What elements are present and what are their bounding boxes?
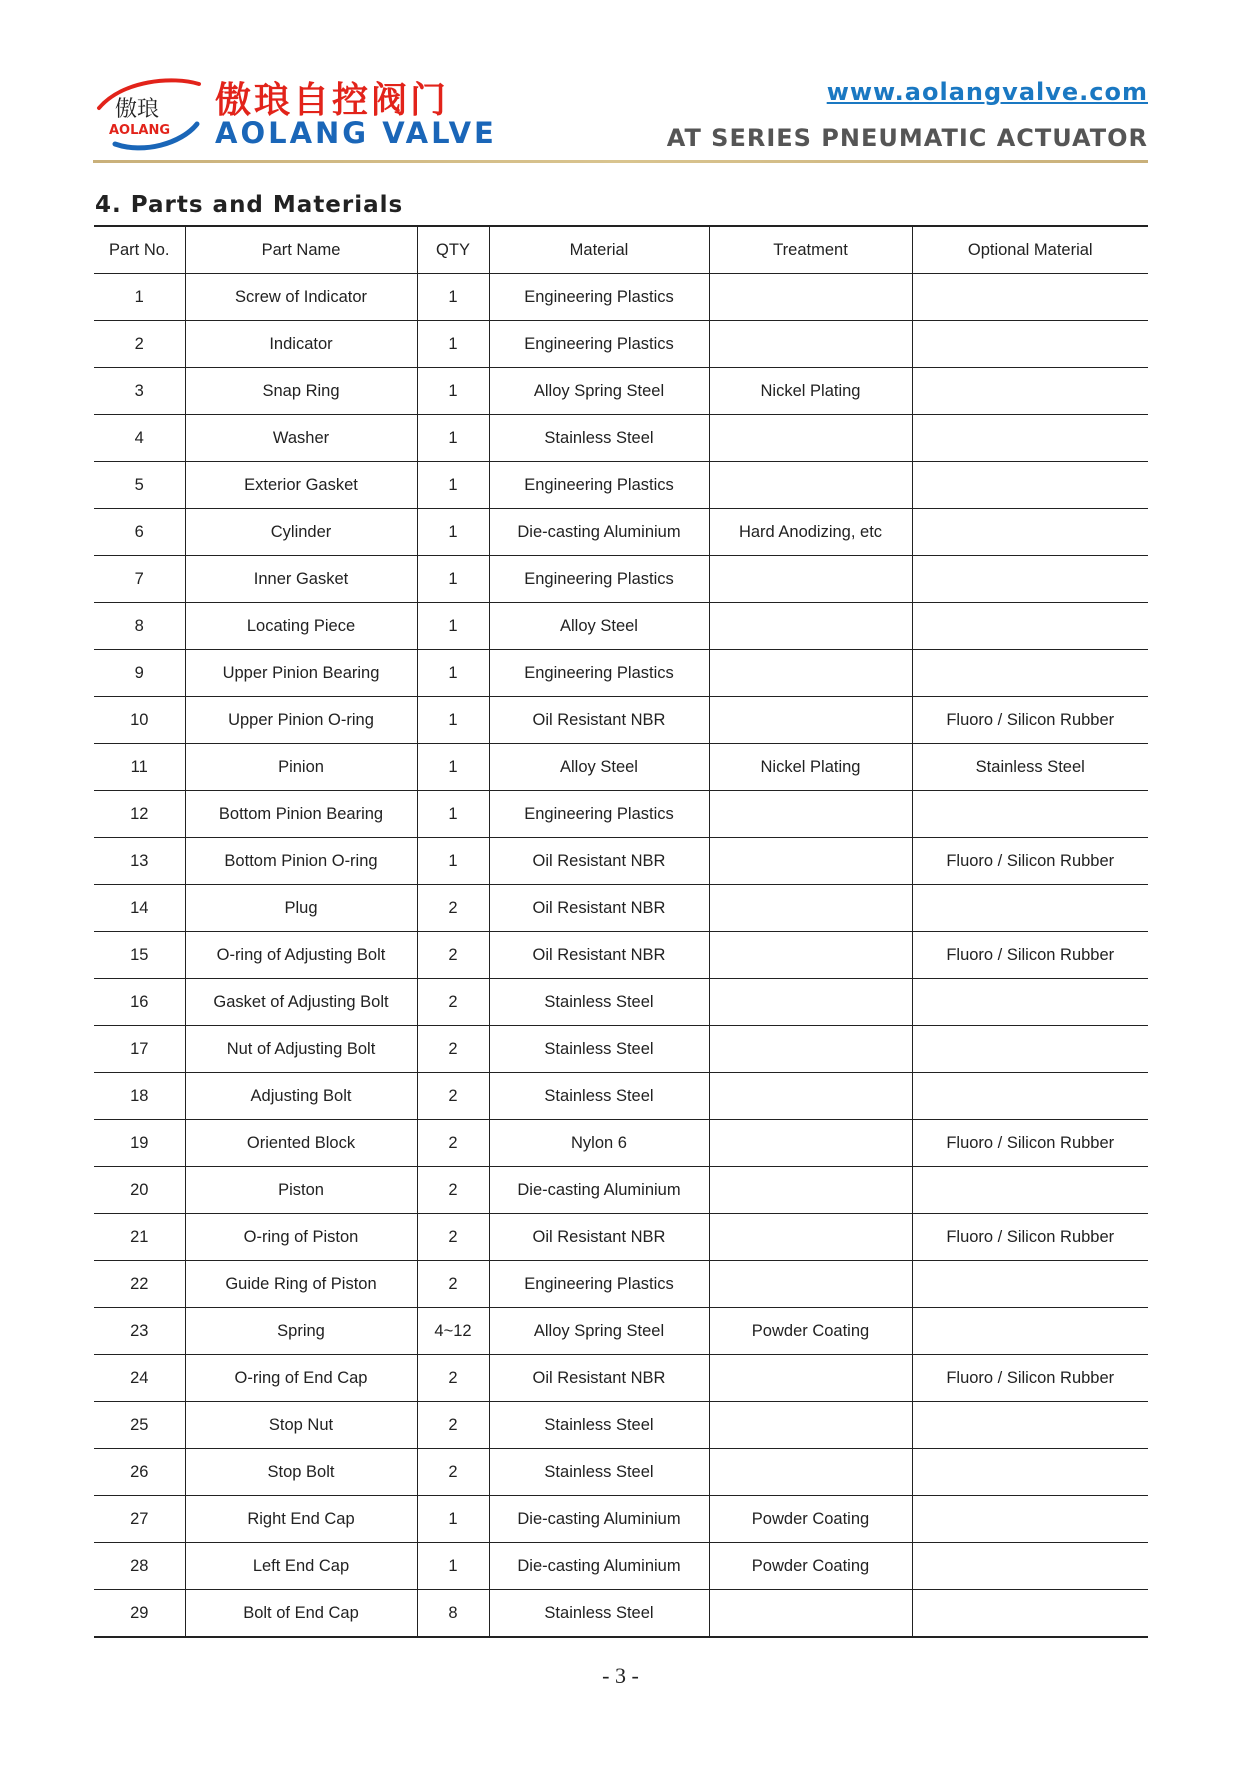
cell-qty: 2: [417, 1261, 489, 1308]
cell-part-no: 24: [94, 1355, 185, 1402]
cell-optional-material: Stainless Steel: [912, 744, 1148, 791]
cell-qty: 2: [417, 1402, 489, 1449]
cell-qty: 2: [417, 1355, 489, 1402]
section-title: 4. Parts and Materials: [95, 192, 404, 218]
cell-material: Die-casting Aluminium: [489, 1167, 709, 1214]
cell-part-name: Exterior Gasket: [185, 462, 417, 509]
cell-treatment: [709, 1073, 912, 1120]
header-part-name: Part Name: [185, 226, 417, 274]
cell-part-no: 7: [94, 556, 185, 603]
cell-qty: 2: [417, 1167, 489, 1214]
cell-part-name: O-ring of Adjusting Bolt: [185, 932, 417, 979]
cell-optional-material: [912, 368, 1148, 415]
brand-name-cn: 傲琅自控阀门: [215, 80, 450, 121]
cell-optional-material: [912, 1167, 1148, 1214]
cell-treatment: [709, 838, 912, 885]
cell-treatment: [709, 1355, 912, 1402]
cell-part-no: 29: [94, 1590, 185, 1638]
cell-part-name: Guide Ring of Piston: [185, 1261, 417, 1308]
cell-treatment: [709, 556, 912, 603]
cell-qty: 8: [417, 1590, 489, 1638]
cell-part-name: Bottom Pinion O-ring: [185, 838, 417, 885]
cell-part-name: Locating Piece: [185, 603, 417, 650]
cell-part-no: 14: [94, 885, 185, 932]
cell-part-no: 5: [94, 462, 185, 509]
cell-treatment: Nickel Plating: [709, 368, 912, 415]
cell-material: Engineering Plastics: [489, 650, 709, 697]
table-row: [94, 838, 1148, 885]
header-optional-material: Optional Material: [912, 226, 1148, 274]
cell-material: Stainless Steel: [489, 1402, 709, 1449]
cell-qty: 1: [417, 744, 489, 791]
cell-qty: 1: [417, 603, 489, 650]
cell-treatment: [709, 979, 912, 1026]
cell-material: Oil Resistant NBR: [489, 932, 709, 979]
cell-qty: 1: [417, 1543, 489, 1590]
table-row: [94, 1026, 1148, 1073]
cell-treatment: [709, 650, 912, 697]
cell-qty: 1: [417, 838, 489, 885]
cell-optional-material: Fluoro / Silicon Rubber: [912, 932, 1148, 979]
cell-optional-material: [912, 1261, 1148, 1308]
cell-qty: 1: [417, 650, 489, 697]
cell-qty: 2: [417, 1214, 489, 1261]
table-row: [94, 1449, 1148, 1496]
table-row: [94, 1543, 1148, 1590]
table-row: [94, 1496, 1148, 1543]
cell-part-name: Oriented Block: [185, 1120, 417, 1167]
cell-treatment: [709, 1402, 912, 1449]
table-row: [94, 979, 1148, 1026]
cell-material: Engineering Plastics: [489, 791, 709, 838]
table-row: [94, 1120, 1148, 1167]
cell-material: Oil Resistant NBR: [489, 838, 709, 885]
table-row: [94, 885, 1148, 932]
table-row: [94, 791, 1148, 838]
table-row: [94, 1355, 1148, 1402]
cell-material: Stainless Steel: [489, 1026, 709, 1073]
table-row: [94, 1167, 1148, 1214]
table-row: [94, 1261, 1148, 1308]
cell-qty: 1: [417, 697, 489, 744]
cell-qty: 4~12: [417, 1308, 489, 1355]
cell-material: Oil Resistant NBR: [489, 1355, 709, 1402]
cell-material: Alloy Spring Steel: [489, 368, 709, 415]
cell-part-no: 11: [94, 744, 185, 791]
cell-qty: 1: [417, 462, 489, 509]
page-header: [93, 70, 1148, 166]
cell-treatment: Nickel Plating: [709, 744, 912, 791]
cell-treatment: [709, 415, 912, 462]
cell-part-name: O-ring of End Cap: [185, 1355, 417, 1402]
cell-optional-material: [912, 1308, 1148, 1355]
cell-material: Stainless Steel: [489, 1590, 709, 1638]
cell-part-name: Snap Ring: [185, 368, 417, 415]
table-row: [94, 321, 1148, 368]
cell-treatment: [709, 1026, 912, 1073]
cell-part-name: Upper Pinion Bearing: [185, 650, 417, 697]
cell-part-no: 2: [94, 321, 185, 368]
cell-material: Engineering Plastics: [489, 321, 709, 368]
cell-material: Die-casting Aluminium: [489, 1496, 709, 1543]
cell-part-no: 18: [94, 1073, 185, 1120]
cell-part-name: Plug: [185, 885, 417, 932]
cell-optional-material: [912, 650, 1148, 697]
cell-qty: 1: [417, 509, 489, 556]
cell-treatment: [709, 697, 912, 744]
header-qty: QTY: [417, 226, 489, 274]
cell-treatment: [709, 885, 912, 932]
table-row: [94, 1590, 1148, 1638]
cell-optional-material: Fluoro / Silicon Rubber: [912, 1120, 1148, 1167]
logo-text-en: AOLANG: [109, 123, 171, 138]
cell-optional-material: Fluoro / Silicon Rubber: [912, 697, 1148, 744]
cell-material: Nylon 6: [489, 1120, 709, 1167]
page-number: - 3 -: [602, 1663, 639, 1688]
cell-optional-material: [912, 1026, 1148, 1073]
cell-optional-material: [912, 274, 1148, 321]
header-divider: [93, 160, 1148, 163]
table-row: [94, 697, 1148, 744]
cell-qty: 1: [417, 274, 489, 321]
table-header-row: [94, 226, 1148, 274]
cell-optional-material: [912, 1496, 1148, 1543]
cell-optional-material: [912, 1073, 1148, 1120]
cell-part-name: Bottom Pinion Bearing: [185, 791, 417, 838]
cell-part-no: 13: [94, 838, 185, 885]
cell-part-no: 15: [94, 932, 185, 979]
cell-material: Alloy Spring Steel: [489, 1308, 709, 1355]
cell-part-no: 8: [94, 603, 185, 650]
cell-qty: 1: [417, 321, 489, 368]
header-material: Material: [489, 226, 709, 274]
table-row: [94, 462, 1148, 509]
cell-optional-material: [912, 1449, 1148, 1496]
aolang-logo-icon: [93, 74, 205, 154]
cell-part-name: Piston: [185, 1167, 417, 1214]
cell-optional-material: [912, 791, 1148, 838]
cell-optional-material: [912, 603, 1148, 650]
cell-qty: 2: [417, 1026, 489, 1073]
table-row: [94, 650, 1148, 697]
cell-part-name: Screw of Indicator: [185, 274, 417, 321]
cell-material: Die-casting Aluminium: [489, 509, 709, 556]
cell-material: Die-casting Aluminium: [489, 1543, 709, 1590]
cell-material: Stainless Steel: [489, 1449, 709, 1496]
cell-treatment: Powder Coating: [709, 1308, 912, 1355]
cell-part-no: 26: [94, 1449, 185, 1496]
cell-part-no: 27: [94, 1496, 185, 1543]
cell-qty: 2: [417, 1073, 489, 1120]
cell-optional-material: [912, 885, 1148, 932]
header-part-no: Part No.: [94, 226, 185, 274]
cell-treatment: [709, 1120, 912, 1167]
cell-part-name: Bolt of End Cap: [185, 1590, 417, 1638]
cell-optional-material: Fluoro / Silicon Rubber: [912, 838, 1148, 885]
cell-material: Alloy Steel: [489, 603, 709, 650]
cell-optional-material: Fluoro / Silicon Rubber: [912, 1214, 1148, 1261]
cell-material: Engineering Plastics: [489, 462, 709, 509]
cell-material: Oil Resistant NBR: [489, 1214, 709, 1261]
cell-part-no: 1: [94, 274, 185, 321]
cell-part-name: Gasket of Adjusting Bolt: [185, 979, 417, 1026]
cell-optional-material: [912, 979, 1148, 1026]
cell-part-name: Pinion: [185, 744, 417, 791]
parts-table: [94, 225, 1148, 1638]
cell-material: Alloy Steel: [489, 744, 709, 791]
cell-optional-material: Fluoro / Silicon Rubber: [912, 1355, 1148, 1402]
cell-part-name: Inner Gasket: [185, 556, 417, 603]
table-row: [94, 274, 1148, 321]
cell-treatment: [709, 1261, 912, 1308]
table-row: [94, 932, 1148, 979]
cell-part-no: 22: [94, 1261, 185, 1308]
cell-part-no: 19: [94, 1120, 185, 1167]
cell-optional-material: [912, 509, 1148, 556]
cell-part-no: 25: [94, 1402, 185, 1449]
website-link[interactable]: www.aolangvalve.com: [826, 78, 1148, 106]
table-row: [94, 603, 1148, 650]
cell-part-name: Upper Pinion O-ring: [185, 697, 417, 744]
cell-part-no: 28: [94, 1543, 185, 1590]
header-treatment: Treatment: [709, 226, 912, 274]
cell-qty: 2: [417, 1449, 489, 1496]
table-body: [94, 274, 1148, 1638]
table-row: [94, 1308, 1148, 1355]
cell-qty: 2: [417, 1120, 489, 1167]
cell-part-no: 20: [94, 1167, 185, 1214]
cell-material: Engineering Plastics: [489, 274, 709, 321]
cell-treatment: [709, 791, 912, 838]
cell-material: Engineering Plastics: [489, 1261, 709, 1308]
cell-part-no: 10: [94, 697, 185, 744]
table-row: [94, 1214, 1148, 1261]
table-row: [94, 415, 1148, 462]
cell-treatment: [709, 1214, 912, 1261]
cell-treatment: [709, 1590, 912, 1638]
cell-part-name: Washer: [185, 415, 417, 462]
table-row: [94, 509, 1148, 556]
cell-part-no: 12: [94, 791, 185, 838]
cell-part-name: O-ring of Piston: [185, 1214, 417, 1261]
cell-treatment: [709, 274, 912, 321]
cell-optional-material: [912, 415, 1148, 462]
cell-treatment: [709, 462, 912, 509]
table-row: [94, 744, 1148, 791]
cell-material: Stainless Steel: [489, 415, 709, 462]
cell-part-no: 6: [94, 509, 185, 556]
cell-optional-material: [912, 1543, 1148, 1590]
table-row: [94, 1402, 1148, 1449]
cell-treatment: [709, 603, 912, 650]
cell-part-no: 17: [94, 1026, 185, 1073]
cell-material: Oil Resistant NBR: [489, 697, 709, 744]
table-row: [94, 1073, 1148, 1120]
cell-treatment: [709, 1167, 912, 1214]
cell-qty: 1: [417, 791, 489, 838]
cell-optional-material: [912, 321, 1148, 368]
cell-treatment: [709, 321, 912, 368]
cell-qty: 2: [417, 979, 489, 1026]
cell-qty: 1: [417, 556, 489, 603]
cell-treatment: Hard Anodizing, etc: [709, 509, 912, 556]
series-title: AT SERIES PNEUMATIC ACTUATOR: [666, 124, 1148, 152]
cell-qty: 1: [417, 415, 489, 462]
cell-treatment: [709, 1449, 912, 1496]
cell-part-name: Cylinder: [185, 509, 417, 556]
table-row: [94, 368, 1148, 415]
cell-part-no: 4: [94, 415, 185, 462]
cell-part-name: Stop Bolt: [185, 1449, 417, 1496]
cell-material: Stainless Steel: [489, 979, 709, 1026]
cell-optional-material: [912, 462, 1148, 509]
cell-optional-material: [912, 1402, 1148, 1449]
table-row: [94, 556, 1148, 603]
cell-part-no: 3: [94, 368, 185, 415]
cell-part-name: Nut of Adjusting Bolt: [185, 1026, 417, 1073]
cell-part-name: Spring: [185, 1308, 417, 1355]
cell-part-no: 16: [94, 979, 185, 1026]
cell-optional-material: [912, 1590, 1148, 1638]
cell-part-name: Right End Cap: [185, 1496, 417, 1543]
cell-qty: 2: [417, 932, 489, 979]
cell-treatment: Powder Coating: [709, 1543, 912, 1590]
cell-treatment: Powder Coating: [709, 1496, 912, 1543]
cell-qty: 2: [417, 885, 489, 932]
logo-text-cn: 傲琅: [115, 97, 160, 122]
cell-part-no: 21: [94, 1214, 185, 1261]
cell-qty: 1: [417, 1496, 489, 1543]
cell-treatment: [709, 932, 912, 979]
cell-part-name: Adjusting Bolt: [185, 1073, 417, 1120]
cell-part-name: Stop Nut: [185, 1402, 417, 1449]
brand-name-en: AOLANG VALVE: [215, 116, 497, 150]
cell-part-name: Left End Cap: [185, 1543, 417, 1590]
cell-part-name: Indicator: [185, 321, 417, 368]
cell-optional-material: [912, 556, 1148, 603]
cell-qty: 1: [417, 368, 489, 415]
cell-material: Stainless Steel: [489, 1073, 709, 1120]
cell-part-no: 9: [94, 650, 185, 697]
cell-material: Oil Resistant NBR: [489, 885, 709, 932]
cell-part-no: 23: [94, 1308, 185, 1355]
cell-material: Engineering Plastics: [489, 556, 709, 603]
